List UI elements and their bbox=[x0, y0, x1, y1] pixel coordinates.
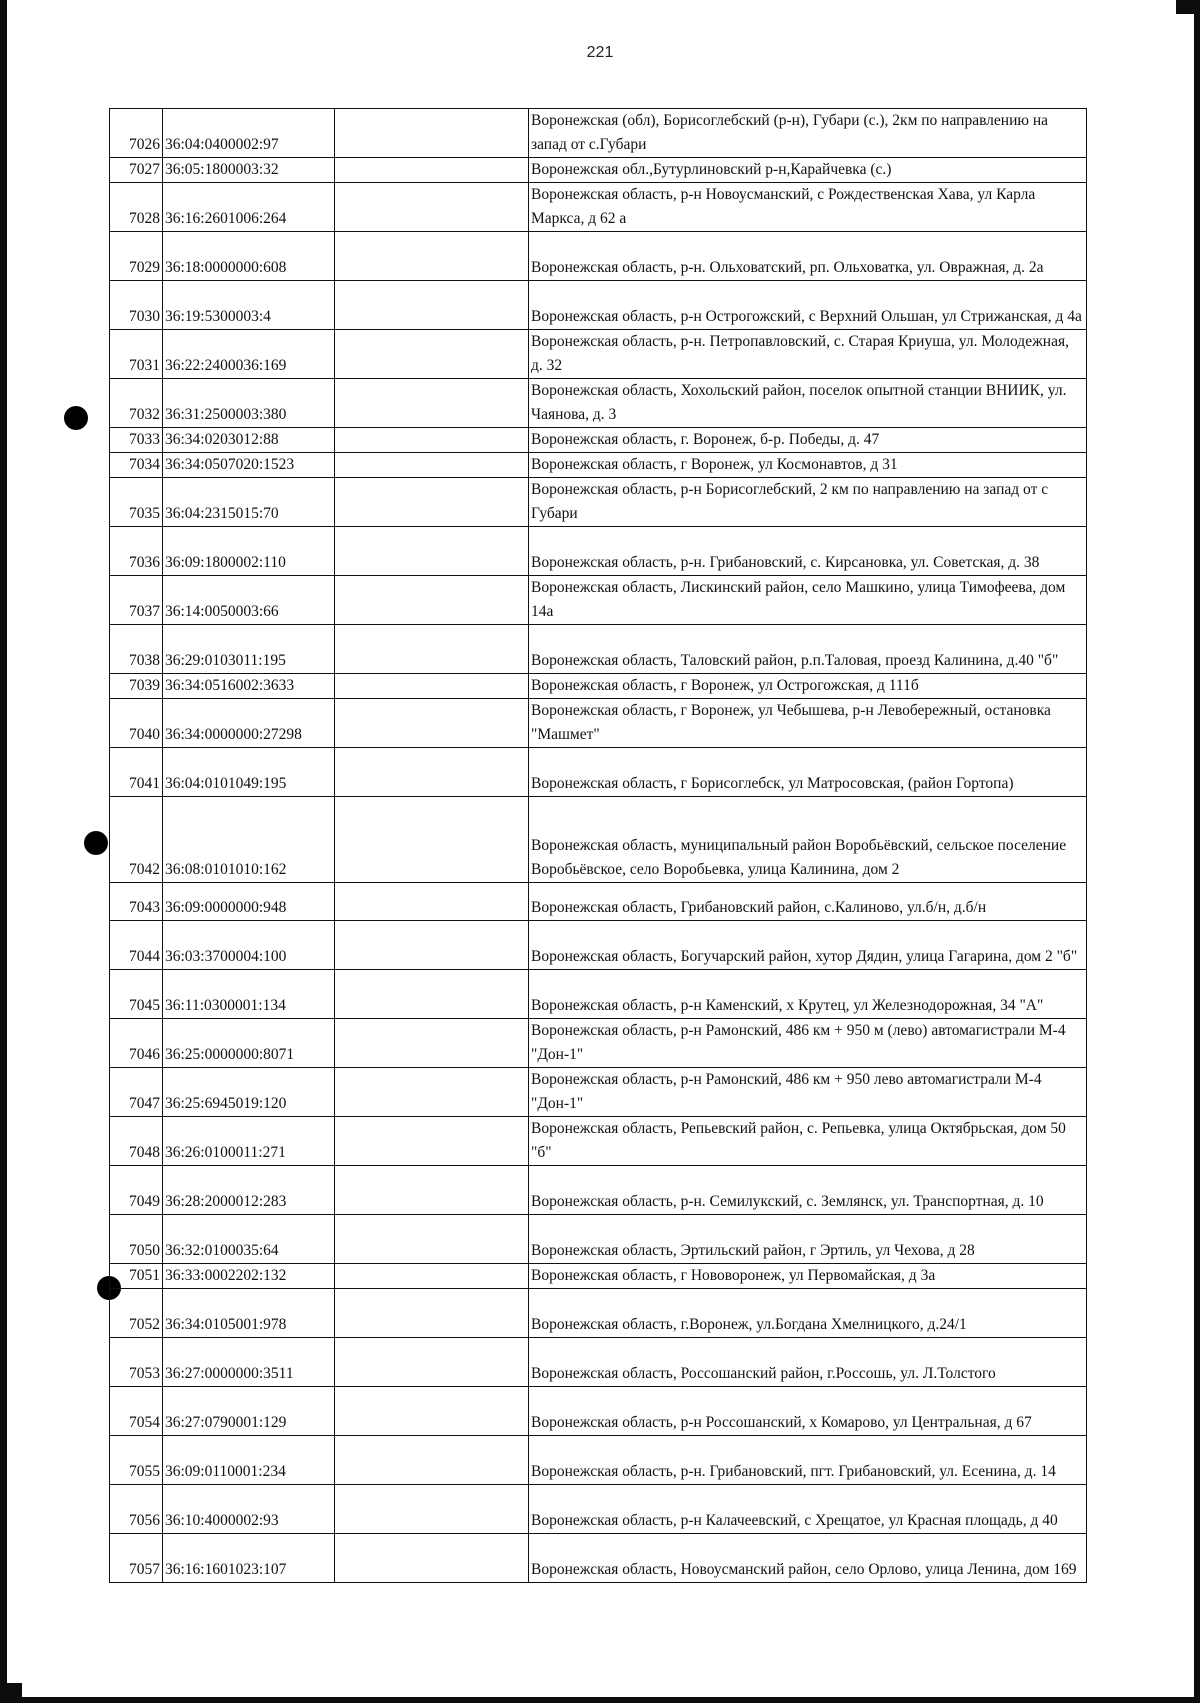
row-number-cell: 7034 bbox=[110, 453, 163, 478]
page-number: 221 bbox=[586, 44, 614, 61]
punch-hole-mark bbox=[84, 831, 108, 855]
cadastral-number-cell: 36:26:0100011:271 bbox=[163, 1117, 335, 1166]
address-cell: Воронежская область, г Борисоглебск, ул Матросовская, (район Гортопа) bbox=[529, 748, 1087, 797]
row-number-cell: 7026 bbox=[110, 109, 163, 158]
cadastral-number-cell: 36:18:0000000:608 bbox=[163, 232, 335, 281]
address-cell: Воронежская область, г Воронеж, ул Космонавтов, д 31 bbox=[529, 453, 1087, 478]
empty-cell bbox=[335, 183, 529, 232]
table-row bbox=[110, 330, 1087, 379]
address-cell: Воронежская область, Репьевский район, с. Репьевка, улица Октябрьская, дом 50 "б" bbox=[529, 1117, 1087, 1166]
empty-cell bbox=[335, 748, 529, 797]
empty-cell bbox=[335, 428, 529, 453]
row-number-cell: 7047 bbox=[110, 1068, 163, 1117]
row-number-cell: 7049 bbox=[110, 1166, 163, 1215]
address-cell: Воронежская область, Новоусманский район, село Орлово, улица Ленина, дом 169 bbox=[529, 1534, 1087, 1583]
empty-cell bbox=[335, 1166, 529, 1215]
empty-cell bbox=[335, 1436, 529, 1485]
scan-border-bottom bbox=[0, 1697, 1200, 1703]
row-number-cell: 7033 bbox=[110, 428, 163, 453]
table-row bbox=[110, 428, 1087, 453]
table-row bbox=[110, 625, 1087, 674]
table-row bbox=[110, 699, 1087, 748]
cadastral-number-cell: 36:34:0000000:27298 bbox=[163, 699, 335, 748]
cadastral-number-cell: 36:34:0516002:3633 bbox=[163, 674, 335, 699]
address-cell: Воронежская область, р-н Новоусманский, с Рождественская Хава, ул Карла Маркса, д 62 а bbox=[529, 183, 1087, 232]
table-row bbox=[110, 1166, 1087, 1215]
address-cell: Воронежская область, г. Воронеж, б-р. Победы, д. 47 bbox=[529, 428, 1087, 453]
address-cell: Воронежская область, г.Воронеж, ул.Богдана Хмелницкого, д.24/1 bbox=[529, 1289, 1087, 1338]
address-cell: Воронежская область, Таловский район, р.п.Таловая, проезд Калинина, д.40 "б" bbox=[529, 625, 1087, 674]
empty-cell bbox=[335, 1215, 529, 1264]
punch-hole-mark bbox=[64, 406, 88, 430]
row-number-cell: 7048 bbox=[110, 1117, 163, 1166]
address-cell: Воронежская область, г Воронеж, ул Чебышева, р-н Левобережный, остановка "Машмет" bbox=[529, 699, 1087, 748]
table-row bbox=[110, 674, 1087, 699]
address-cell: Воронежская область, р-н Россошанский, х Комарово, ул Центральная, д 67 bbox=[529, 1387, 1087, 1436]
address-cell: Воронежская область, г Нововоронеж, ул Первомайская, д 3а bbox=[529, 1264, 1087, 1289]
empty-cell bbox=[335, 1534, 529, 1583]
address-cell: Воронежская область, р-н. Петропавловский, с. Старая Криуша, ул. Молодежная, д. 32 bbox=[529, 330, 1087, 379]
cadastral-number-cell: 36:14:0050003:66 bbox=[163, 576, 335, 625]
row-number-cell: 7037 bbox=[110, 576, 163, 625]
address-cell: Воронежская область, р-н Рамонский, 486 км + 950 м (лево) автомагистрали М-4 "Дон-1" bbox=[529, 1019, 1087, 1068]
row-number-cell: 7045 bbox=[110, 970, 163, 1019]
address-cell: Воронежская область, Грибановский район, с.Калиново, ул.б/н, д.б/н bbox=[529, 883, 1087, 921]
empty-cell bbox=[335, 1387, 529, 1436]
table-row bbox=[110, 109, 1087, 158]
row-number-cell: 7042 bbox=[110, 797, 163, 883]
empty-cell bbox=[335, 1117, 529, 1166]
row-number-cell: 7054 bbox=[110, 1387, 163, 1436]
row-number-cell: 7057 bbox=[110, 1534, 163, 1583]
address-cell: Воронежская область, р-н. Ольховатский, рп. Ольховатка, ул. Овражная, д. 2а bbox=[529, 232, 1087, 281]
table-row bbox=[110, 921, 1087, 970]
empty-cell bbox=[335, 478, 529, 527]
empty-cell bbox=[335, 1485, 529, 1534]
empty-cell bbox=[335, 674, 529, 699]
row-number-cell: 7039 bbox=[110, 674, 163, 699]
empty-cell bbox=[335, 1019, 529, 1068]
address-cell: Воронежская область, р-н. Грибановский, пгт. Грибановский, ул. Есенина, д. 14 bbox=[529, 1436, 1087, 1485]
row-number-cell: 7035 bbox=[110, 478, 163, 527]
table-row bbox=[110, 527, 1087, 576]
address-cell: Воронежская область, Лискинский район, село Машкино, улица Тимофеева, дом 14а bbox=[529, 576, 1087, 625]
table-row bbox=[110, 1534, 1087, 1583]
empty-cell bbox=[335, 109, 529, 158]
row-number-cell: 7027 bbox=[110, 158, 163, 183]
row-number-cell: 7043 bbox=[110, 883, 163, 921]
address-cell: Воронежская область, р-н Острогожский, с Верхний Ольшан, ул Стрижанская, д 4а bbox=[529, 281, 1087, 330]
row-number-cell: 7031 bbox=[110, 330, 163, 379]
cadastral-number-cell: 36:27:0000000:3511 bbox=[163, 1338, 335, 1387]
cadastral-number-cell: 36:03:3700004:100 bbox=[163, 921, 335, 970]
scan-border-left bbox=[0, 0, 7, 1703]
table-row bbox=[110, 797, 1087, 883]
empty-cell bbox=[335, 527, 529, 576]
empty-cell bbox=[335, 625, 529, 674]
table-row bbox=[110, 453, 1087, 478]
row-number-cell: 7028 bbox=[110, 183, 163, 232]
table-row bbox=[110, 576, 1087, 625]
table-row bbox=[110, 748, 1087, 797]
row-number-cell: 7029 bbox=[110, 232, 163, 281]
table-row bbox=[110, 883, 1087, 921]
cadastral-number-cell: 36:05:1800003:32 bbox=[163, 158, 335, 183]
cadastral-number-cell: 36:34:0105001:978 bbox=[163, 1289, 335, 1338]
empty-cell bbox=[335, 1338, 529, 1387]
table-row bbox=[110, 1019, 1087, 1068]
address-cell: Воронежская область, р-н Борисоглебский, 2 км по направлению на запад от с Губари bbox=[529, 478, 1087, 527]
cadastral-number-cell: 36:31:2500003:380 bbox=[163, 379, 335, 428]
address-cell: Воронежская (обл), Борисоглебский (р-н), Губари (с.), 2км по направлению на запад от с.Губари bbox=[529, 109, 1087, 158]
cadastral-number-cell: 36:33:0002202:132 bbox=[163, 1264, 335, 1289]
table-row bbox=[110, 183, 1087, 232]
address-cell: Воронежская область, Богучарский район, хутор Дядин, улица Гагарина, дом 2 "б" bbox=[529, 921, 1087, 970]
row-number-cell: 7051 bbox=[110, 1264, 163, 1289]
table-row bbox=[110, 232, 1087, 281]
row-number-cell: 7036 bbox=[110, 527, 163, 576]
row-number-cell: 7050 bbox=[110, 1215, 163, 1264]
empty-cell bbox=[335, 699, 529, 748]
row-number-cell: 7041 bbox=[110, 748, 163, 797]
cadastral-number-cell: 36:10:4000002:93 bbox=[163, 1485, 335, 1534]
row-number-cell: 7053 bbox=[110, 1338, 163, 1387]
cadastral-number-cell: 36:34:0507020:1523 bbox=[163, 453, 335, 478]
table-row bbox=[110, 1068, 1087, 1117]
empty-cell bbox=[335, 883, 529, 921]
table-row bbox=[110, 1338, 1087, 1387]
table-row bbox=[110, 1485, 1087, 1534]
cadastral-number-cell: 36:28:2000012:283 bbox=[163, 1166, 335, 1215]
empty-cell bbox=[335, 453, 529, 478]
scan-corner-top-right bbox=[1176, 0, 1200, 14]
scan-corner-bottom-left bbox=[0, 1683, 22, 1703]
cadastral-number-cell: 36:34:0203012:88 bbox=[163, 428, 335, 453]
empty-cell bbox=[335, 379, 529, 428]
table-row bbox=[110, 379, 1087, 428]
row-number-cell: 7052 bbox=[110, 1289, 163, 1338]
empty-cell bbox=[335, 970, 529, 1019]
table-row bbox=[110, 970, 1087, 1019]
empty-cell bbox=[335, 158, 529, 183]
cadastral-number-cell: 36:29:0103011:195 bbox=[163, 625, 335, 674]
address-cell: Воронежская область, Хохольский район, поселок опытной станции ВНИИК, ул. Чаянова, д. 3 bbox=[529, 379, 1087, 428]
table-row bbox=[110, 1387, 1087, 1436]
row-number-cell: 7032 bbox=[110, 379, 163, 428]
cadastral-number-cell: 36:04:0101049:195 bbox=[163, 748, 335, 797]
table-row bbox=[110, 478, 1087, 527]
address-cell: Воронежская область, р-н Каменский, х Крутец, ул Железнодорожная, 34 "А" bbox=[529, 970, 1087, 1019]
empty-cell bbox=[335, 1264, 529, 1289]
address-cell: Воронежская область, г Воронеж, ул Острогожская, д 111б bbox=[529, 674, 1087, 699]
cadastral-number-cell: 36:11:0300001:134 bbox=[163, 970, 335, 1019]
cadastral-number-cell: 36:04:2315015:70 bbox=[163, 478, 335, 527]
row-number-cell: 7056 bbox=[110, 1485, 163, 1534]
cadastral-number-cell: 36:08:0101010:162 bbox=[163, 797, 335, 883]
cadastral-number-cell: 36:04:0400002:97 bbox=[163, 109, 335, 158]
row-number-cell: 7038 bbox=[110, 625, 163, 674]
row-number-cell: 7046 bbox=[110, 1019, 163, 1068]
empty-cell bbox=[335, 921, 529, 970]
empty-cell bbox=[335, 281, 529, 330]
table-row bbox=[110, 158, 1087, 183]
empty-cell bbox=[335, 232, 529, 281]
cadastral-number-cell: 36:19:5300003:4 bbox=[163, 281, 335, 330]
address-cell: Воронежская область, Эртильский район, г Эртиль, ул Чехова, д 28 bbox=[529, 1215, 1087, 1264]
address-cell: Воронежская область, р-н. Семилукский, с. Землянск, ул. Транспортная, д. 10 bbox=[529, 1166, 1087, 1215]
table-row bbox=[110, 1289, 1087, 1338]
scan-border-right bbox=[1194, 0, 1200, 1703]
cadastral-number-cell: 36:25:6945019:120 bbox=[163, 1068, 335, 1117]
address-cell: Воронежская область, р-н Рамонский, 486 км + 950 лево автомагистрали М-4 "Дон-1" bbox=[529, 1068, 1087, 1117]
address-cell: Воронежская область, р-н Калачеевский, с Хрещатое, ул Красная площадь, д 40 bbox=[529, 1485, 1087, 1534]
registry-table-body bbox=[110, 109, 1087, 1583]
cadastral-number-cell: 36:09:0110001:234 bbox=[163, 1436, 335, 1485]
cadastral-number-cell: 36:27:0790001:129 bbox=[163, 1387, 335, 1436]
row-number-cell: 7040 bbox=[110, 699, 163, 748]
address-cell: Воронежская область, Россошанский район, г.Россошь, ул. Л.Толстого bbox=[529, 1338, 1087, 1387]
row-number-cell: 7030 bbox=[110, 281, 163, 330]
address-cell: Воронежская область, муниципальный район Воробьёвский, сельское поселение Воробьёвское, село Воробьевка, улица Калинина, дом 2 bbox=[529, 797, 1087, 883]
empty-cell bbox=[335, 797, 529, 883]
cadastral-number-cell: 36:25:0000000:8071 bbox=[163, 1019, 335, 1068]
table-row bbox=[110, 1215, 1087, 1264]
empty-cell bbox=[335, 1289, 529, 1338]
table-row bbox=[110, 281, 1087, 330]
row-number-cell: 7055 bbox=[110, 1436, 163, 1485]
cadastral-number-cell: 36:09:1800002:110 bbox=[163, 527, 335, 576]
table-row bbox=[110, 1117, 1087, 1166]
empty-cell bbox=[335, 576, 529, 625]
empty-cell bbox=[335, 330, 529, 379]
cadastral-number-cell: 36:16:1601023:107 bbox=[163, 1534, 335, 1583]
cadastral-number-cell: 36:32:0100035:64 bbox=[163, 1215, 335, 1264]
row-number-cell: 7044 bbox=[110, 921, 163, 970]
cadastral-number-cell: 36:22:2400036:169 bbox=[163, 330, 335, 379]
cadastral-number-cell: 36:09:0000000:948 bbox=[163, 883, 335, 921]
empty-cell bbox=[335, 1068, 529, 1117]
address-cell: Воронежская область, р-н. Грибановский, с. Кирсановка, ул. Советская, д. 38 bbox=[529, 527, 1087, 576]
address-cell: Воронежская обл.,Бутурлиновский р-н,Карайчевка (с.) bbox=[529, 158, 1087, 183]
table-row bbox=[110, 1264, 1087, 1289]
cadastral-number-cell: 36:16:2601006:264 bbox=[163, 183, 335, 232]
table-row bbox=[110, 1436, 1087, 1485]
registry-table bbox=[109, 108, 1087, 1583]
